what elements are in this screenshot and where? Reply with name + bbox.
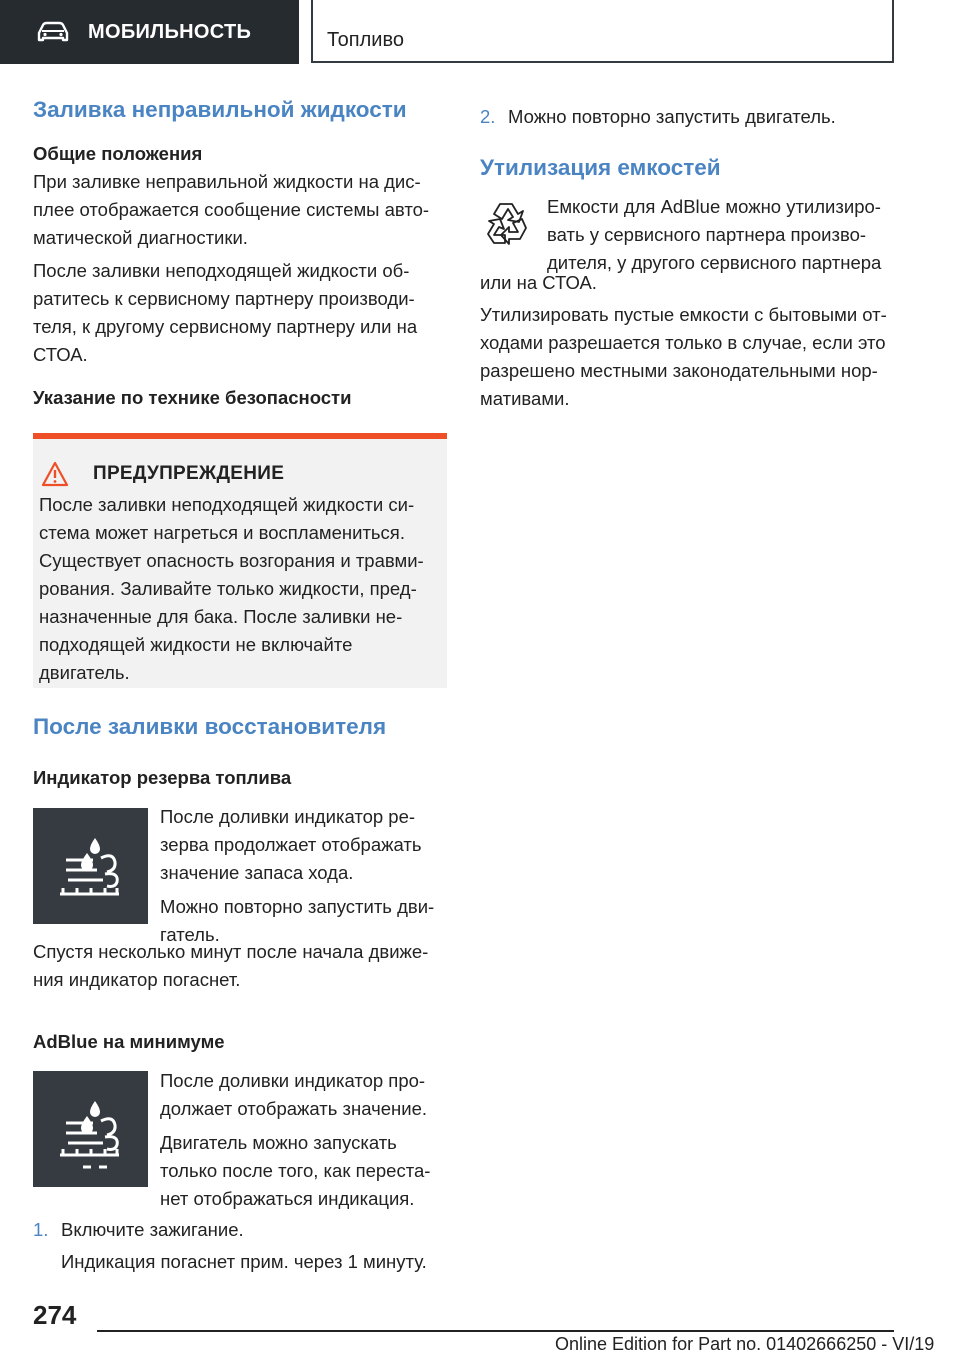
text-line: Спустя несколько минут после начала движе- bbox=[33, 941, 429, 962]
footer-divider bbox=[97, 1330, 894, 1332]
adblue-reserve-indicator-icon bbox=[33, 808, 148, 924]
text-line: ратитесь к сервисному партнеру производи- bbox=[33, 288, 415, 310]
page-title: Топливо bbox=[327, 29, 404, 51]
reserve-heading: Индикатор резерва топлива bbox=[33, 767, 292, 788]
text-line: При заливке неправильной жидкости на дис- bbox=[33, 171, 421, 193]
adblue-min-heading: AdBlue на минимуме bbox=[33, 1031, 225, 1052]
step-text: Можно повторно запустить двигатель. bbox=[508, 106, 836, 127]
page-number: 274 bbox=[33, 1300, 77, 1330]
text-line: только после того, как переста- bbox=[160, 1160, 431, 1181]
step-list-item bbox=[33, 1216, 453, 1276]
wrong-fuel-section bbox=[33, 95, 447, 410]
step-number: 2. bbox=[480, 106, 496, 127]
adblue-min-text bbox=[160, 1067, 450, 1213]
text-line: разрешено местными законодательными нор- bbox=[480, 360, 878, 381]
text-line: вать у сервисного партнера произво- bbox=[547, 224, 867, 245]
text-line: После доливки индикатор ре- bbox=[160, 806, 416, 827]
wrong-fuel-paragraph-1 bbox=[33, 168, 447, 252]
warning-box bbox=[33, 433, 447, 688]
disposal-heading: Утилизация емкостей bbox=[480, 155, 721, 180]
text-line: После заливки неподходящей жидкости си- bbox=[39, 494, 415, 515]
warning-triangle-icon bbox=[41, 461, 69, 487]
text-line: подходящей жидкости не включайте bbox=[39, 634, 353, 655]
text-line: плее отображается сообщение системы авто- bbox=[33, 199, 430, 221]
text-line: ния индикатор погаснет. bbox=[33, 969, 241, 990]
text-line: рования. Заливайте только жидкости, пред- bbox=[39, 578, 417, 599]
text-line: значение запаса хода. bbox=[160, 862, 354, 883]
disposal-paragraph-1a bbox=[547, 193, 897, 277]
text-line: Двигатель можно запускать bbox=[160, 1132, 397, 1153]
safety-heading: Указание по технике безопасности bbox=[33, 387, 352, 409]
reserve-text bbox=[160, 803, 450, 949]
text-line: зерва продолжает отображать bbox=[160, 834, 422, 855]
wrong-fuel-heading: Заливка неправильной жидкости bbox=[33, 97, 407, 122]
text-line: двигатель. bbox=[39, 662, 130, 683]
adblue-minimum-indicator-icon bbox=[33, 1071, 148, 1187]
text-line: матической диагностики. bbox=[33, 227, 248, 249]
text-line: теля, к другому сервисному партнеру или на bbox=[33, 316, 418, 338]
step-text: Включите зажигание. bbox=[61, 1219, 244, 1240]
text-line: дителя, у другого сервисного партнера bbox=[547, 252, 882, 273]
text-line: После доливки индикатор про- bbox=[160, 1070, 426, 1091]
wrong-fuel-paragraph-2 bbox=[33, 257, 447, 369]
section-tab[interactable] bbox=[0, 0, 299, 64]
text-line: Емкости для AdBlue можно утилизиро- bbox=[547, 196, 881, 217]
text-line: ходами разрешается только в случае, если это bbox=[480, 332, 886, 353]
warning-text bbox=[39, 491, 437, 687]
after-refill-heading: После заливки восстановителя bbox=[33, 714, 387, 739]
text-line: должает отображать значение. bbox=[160, 1098, 428, 1119]
text-line: СТОА. bbox=[33, 344, 88, 366]
page-title-box bbox=[311, 0, 894, 63]
warning-title: ПРЕДУПРЕЖДЕНИЕ bbox=[93, 463, 285, 484]
warning-accent-bar bbox=[33, 433, 447, 439]
text-line: нет отображаться индикация. bbox=[160, 1188, 415, 1209]
text-line: назначенные для бака. После заливки не- bbox=[39, 606, 403, 627]
car-icon bbox=[36, 20, 70, 44]
text-line: Существует опасность возгорания и травми- bbox=[39, 550, 424, 571]
text-line: После заливки неподходящей жидкости об- bbox=[33, 260, 410, 282]
text-line: стема может нагреться и воспламениться. bbox=[39, 522, 405, 543]
reserve-paragraph-3 bbox=[33, 938, 453, 994]
disposal-paragraph-1b: или на СТОА. bbox=[480, 272, 597, 293]
text-line: мативами. bbox=[480, 388, 570, 409]
warning-header bbox=[41, 461, 447, 487]
step-number: 1. bbox=[33, 1219, 49, 1240]
disposal-paragraph-2 bbox=[480, 301, 900, 413]
text-line: Утилизировать пустые емкости с бытовыми от- bbox=[480, 304, 887, 325]
section-label: МОБИЛЬНОСТЬ bbox=[88, 20, 252, 43]
recycling-icon bbox=[482, 198, 532, 248]
text-line: гатель. bbox=[160, 924, 220, 945]
edition-info: Online Edition for Part no. 01402666250 - VI/19 bbox=[555, 1334, 935, 1354]
step-subtext: Индикация погаснет прим. через 1 минуту. bbox=[61, 1251, 427, 1272]
text-line: Можно повторно запустить дви- bbox=[160, 896, 435, 917]
step-list-item bbox=[480, 103, 900, 131]
general-heading: Общие положения bbox=[33, 143, 203, 165]
